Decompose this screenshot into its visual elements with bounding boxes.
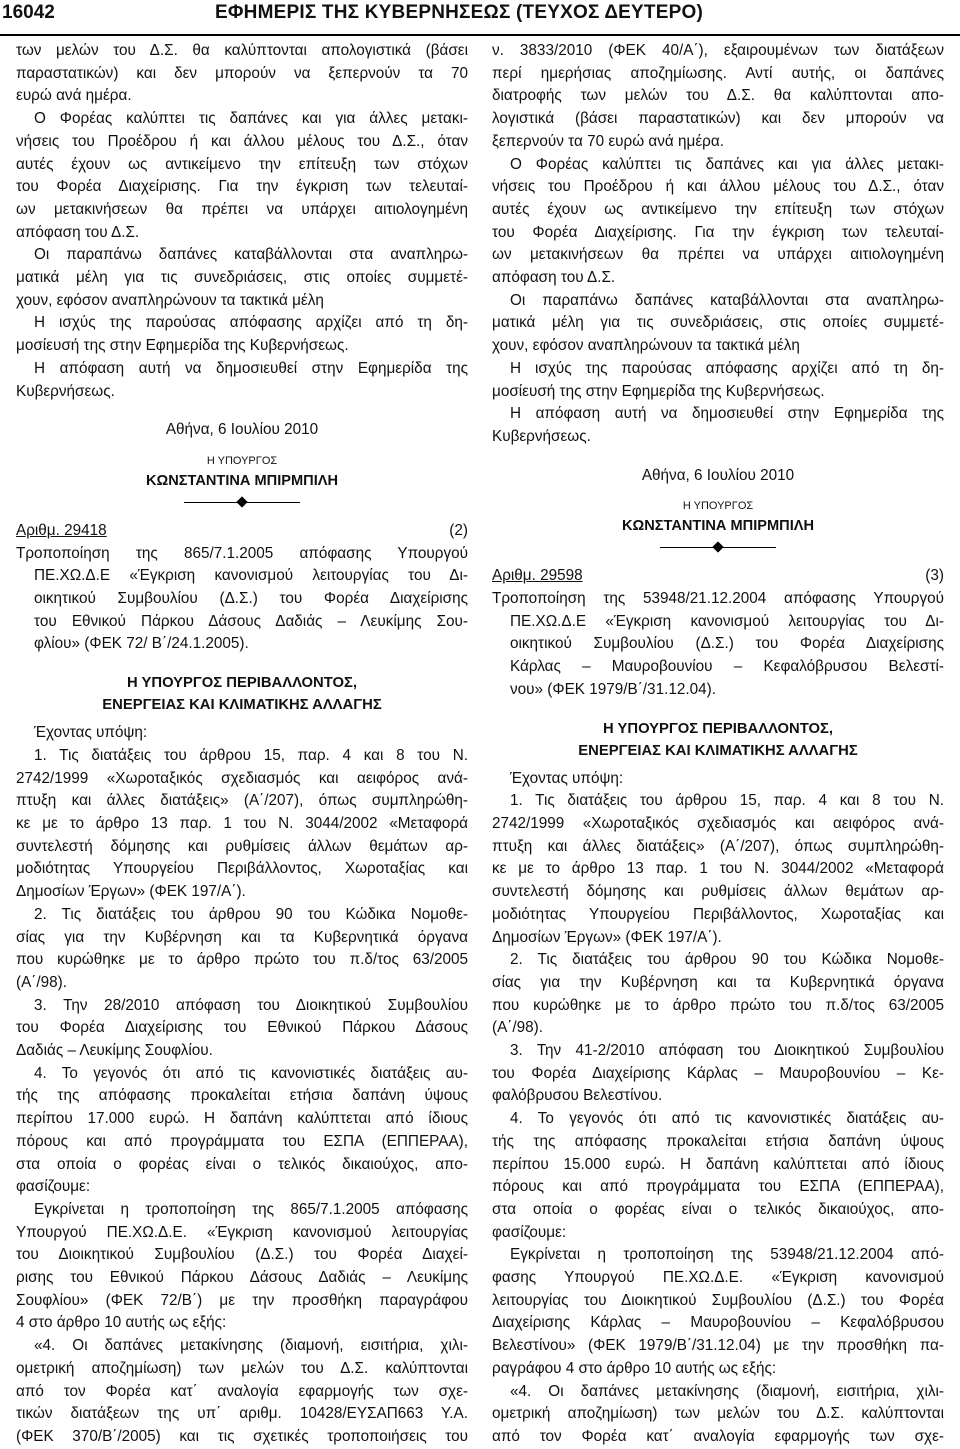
text-line: ων μετακινήσεων θα πρέπει να υπάρχει αιτιολογημένη — [492, 246, 944, 264]
decision-number: Αριθμ. 29598 — [492, 567, 583, 585]
text-line: κε με το άρθρο 13 παρ. 1 του Ν. 3044/2002 «Μεταφορά — [492, 860, 944, 878]
minister-heading — [492, 718, 944, 762]
text-line: 1. Τις διατάξεις του άρθρου 15, παρ. 4 και 8 του Ν. — [34, 746, 468, 764]
text-line: ευρώ ανά ημέρα. — [16, 87, 132, 105]
text-line: Βελεστίνου» (ΦΕΚ 1979/Β΄/31.12.04) με την προσθήκη πα- — [492, 1337, 944, 1355]
text-line: μοδιότητας Υπουργείου Περιβάλλοντος, Χωροταξίας και — [16, 860, 468, 878]
text-line: Δαδιάς – Λευκίμης Σουφλίου. — [16, 1042, 213, 1060]
paragraph — [16, 244, 468, 312]
signatory-name: ΚΩΝΣΤΑΝΤΙΝΑ ΜΠΙΡΜΠΙΛΗ — [145, 472, 339, 489]
text-line: φασίζουμε: — [16, 1178, 91, 1196]
text-line: παραστατικών) και δεν μπορούν να ξεπερνούν τα 70 — [16, 64, 468, 82]
paragraph — [492, 1381, 944, 1449]
decision-subject — [16, 543, 468, 657]
text-line: 2. Τις διατάξεις του άρθρου 90 του Κώδικα Νομοθε- — [510, 951, 944, 969]
paragraph — [492, 358, 944, 403]
text-line: των μελών του Δ.Σ. θα καλύπτονται απολογιστικά (βάσει — [16, 42, 468, 59]
text-line: ων μετακινήσεων θα πρέπει να υπάρχει αιτιολογημένη — [16, 200, 468, 218]
text-line: απόφαση του Δ.Σ. — [492, 269, 616, 287]
gazette-title: ΕΦΗΜΕΡΙΣ ΤΗΣ ΚΥΒΕΡΝΗΣΕΩΣ (ΤΕΥΧΟΣ ΔΕΥΤΕΡΟ) — [215, 2, 703, 23]
text-line: 3. Την 28/2010 απόφαση του Διοικητικού Συμβουλίου — [34, 996, 468, 1014]
decision-header — [16, 520, 468, 543]
text-line: του Εθνικού Πάρκου Δάσους Δαδιάς – Λευκίμης Σου- — [34, 612, 468, 630]
text-line: Κυβερνήσεως. — [492, 427, 591, 445]
city-date: Αθήνα, 6 Ιουλίου 2010 — [641, 466, 795, 484]
text-line: ΠΕ.ΧΩ.Δ.Ε «Έγκριση κανονισμού λειτουργίας του Δι- — [510, 612, 944, 630]
text-line: Τροποποίηση της 53948/21.12.2004 απόφασης Υπουργού — [492, 590, 944, 608]
text-line: ομετρική αποζημίωση) των μελών του Δ.Σ. καλύπτονται — [16, 1359, 468, 1377]
text-line: νήσεις του Προέδρου ή και άλλου μέλους του Δ.Σ., όταν — [492, 178, 944, 196]
paragraph — [492, 949, 944, 1040]
heading-line: Η ΥΠΟΥΡΓΟΣ ΠΕΡΙΒΑΛΛΟΝΤΟΣ, — [602, 720, 834, 737]
text-line: Οι παραπάνω δαπάνες καταβάλλονται στα αναπληρω- — [34, 246, 468, 264]
text-line: οικητικού Συμβουλίου (Δ.Σ.) του Φορέα Διαχείρισης — [34, 590, 468, 608]
page-header — [0, 0, 960, 36]
text-line: μοσίευσή της στην Εφημερίδα της Κυβερνήσεως. — [16, 337, 349, 355]
paragraph — [492, 790, 944, 949]
paragraph — [16, 1335, 468, 1449]
text-line: αυτές έχουν ως αντικείμενο την επίτευξη των στόχων — [492, 200, 944, 218]
city-date: Αθήνα, 6 Ιουλίου 2010 — [165, 421, 319, 439]
text-line: ν. 3833/2010 (ΦΕΚ 40/Α΄), εξαιρουμένων των διατάξεων — [492, 42, 944, 59]
paragraph — [492, 290, 944, 358]
text-line: που κυρώθηκε με το άρθρο πρώτο του π.δ/τος 63/2005 — [492, 996, 944, 1014]
text-line: νου» (ΦΕΚ 1979/Β΄/31.12.04). — [510, 680, 716, 698]
text-line: 4 στο άρθρο 10 αυτής ως εξής: — [16, 1314, 227, 1332]
text-line: χουν, εφόσον αναπληρώνουν τα τακτικά μέλη — [492, 337, 800, 355]
text-line: ομετρική αποζημίωση) των μελών του Δ.Σ. καλύπτονται — [492, 1405, 944, 1423]
text-line: Ο Φορέας καλύπτει τις δαπάνες και για άλλες μετακι- — [510, 155, 944, 173]
text-line: ματικά μέλη για τις συνεδριάσεις, στις οποίες συμμετέ- — [492, 314, 944, 332]
text-line: (Α΄/98). — [492, 1019, 543, 1037]
text-line: Η ισχύς της παρούσας απόφασης αρχίζει από τη δη- — [34, 314, 468, 332]
page-number: 16042 — [2, 2, 55, 23]
diamond-icon — [712, 542, 723, 553]
section-separator — [16, 492, 468, 514]
text-line: τής της απόφασης προκαλείται ετήσια δαπάνη ύψους — [16, 1087, 468, 1105]
text-line: πόρους και από προγράμματα του ΕΣΠΑ (ΕΠΠΕΡΑΑ), — [16, 1132, 468, 1150]
paragraph — [16, 312, 468, 357]
text-line: αυτές έχουν ως αντικείμενο την επίτευξη των στόχων — [16, 155, 468, 173]
text-line: Η ισχύς της παρούσας απόφασης αρχίζει από τη δη- — [510, 359, 944, 377]
text-line: οικητικού Συμβουλίου (Δ.Σ.) του Φορέα Διαχείρισης — [510, 635, 944, 653]
text-line: Η απόφαση αυτή να δημοσιευθεί στην Εφημερίδα της — [34, 359, 468, 377]
text-line: πτυξη και άλλες διατάξεις» (Α΄/207), όπως συμπληρώθη- — [16, 792, 468, 810]
text-line: μοσίευσή της στην Εφημερίδα της Κυβερνήσεως. — [492, 382, 825, 400]
paragraph — [492, 403, 944, 448]
text-line: στα οποία ο φορέας είναι ο τελικός δικαιούχος, απο- — [492, 1200, 944, 1218]
paragraph — [16, 1199, 468, 1335]
text-line: απόφαση του Δ.Σ. — [16, 223, 140, 241]
text-line: Διαχείρισης Κάρλας – Μαυροβουνίου – Κεφαλόβρυσου — [492, 1314, 944, 1332]
text-line: ΠΕ.ΧΩ.Δ.Ε «Έγκριση κανονισμού λειτουργίας του Δι- — [34, 567, 468, 585]
paragraph — [492, 1244, 944, 1380]
text-line: Υπουργού ΠΕ.ΧΩ.Δ.Ε. «Έγκριση κανονισμού λειτουργίας — [16, 1223, 468, 1241]
text-line: Η απόφαση αυτή να δημοσιευθεί στην Εφημερίδα της — [510, 405, 944, 423]
decision-number: Αριθμ. 29418 — [16, 521, 107, 539]
text-line: του Φορέα Διαχείρισης του Εθνικού Πάρκου Δάσους — [16, 1019, 468, 1037]
paragraph — [492, 154, 944, 290]
paragraph — [16, 40, 468, 108]
heading-line: Η ΥΠΟΥΡΓΟΣ ΠΕΡΙΒΑΛΛΟΝΤΟΣ, — [126, 675, 358, 692]
text-line: σίας για την Κυβέρνηση και τα Κυβερνητικά όργανα — [492, 973, 944, 991]
text-line: περί ημερήσιας αποζημίωσης. Αντί αυτής, οι δαπάνες — [492, 64, 944, 82]
text-line: Δημοσίων Έργων» (ΦΕΚ 197/Α΄). — [16, 883, 246, 901]
text-line: φασίζουμε: — [492, 1223, 567, 1241]
paragraph — [16, 358, 468, 403]
text-line: φλίου» (ΦΕΚ 72/ Β΄/24.1.2005). — [34, 635, 249, 653]
text-line: Κάρλας – Μαυροβουνίου – Κεφαλόβρυσου Βελεστί- — [510, 658, 944, 676]
text-line: Δημοσίων Έργων» (ΦΕΚ 197/Α΄). — [492, 928, 722, 946]
text-line: περίπου 17.000 ευρώ. Η δαπάνη καλύπτεται από ίδιους — [16, 1110, 468, 1128]
signatory-role: Η ΥΠΟΥΡΓΟΣ — [682, 500, 754, 513]
text-line: 4. Το γεγονός ότι από τις κανονιστικές διατάξεις αυ- — [34, 1064, 468, 1082]
text-line: πόρους και από προγράμματα του ΕΣΠΑ (ΕΠΠΕΡΑΑ), — [492, 1178, 944, 1196]
text-line: (ΦΕΚ 370/Β΄/2005) και τις σχετικές τροποποιήσεις του — [16, 1427, 468, 1445]
text-line: Σουφλίου» (ΦΕΚ 72/Β΄) με την προσθήκη παραγράφου — [16, 1291, 468, 1309]
text-line: λειτουργίας του Διοικητικού Συμβουλίου (Δ.Σ.) του Φορέα — [492, 1291, 944, 1309]
decision-subject — [492, 588, 944, 702]
paragraph — [492, 40, 944, 154]
text-line: 4. Το γεγονός ότι από τις κανονιστικές διατάξεις αυ- — [510, 1110, 944, 1128]
text-line: διατροφής των μελών του Δ.Σ. θα καλύπτονται απο- — [492, 87, 944, 105]
having-regard: Έχοντας υπόψη: — [510, 769, 624, 787]
decision-index: (3) — [925, 567, 944, 585]
text-line: χουν, εφόσον αναπληρώνουν τα τακτικά μέλη — [16, 291, 324, 309]
text-line: λογιστικά (βάσει παραστατικών) και δεν μπορούν να — [492, 110, 944, 128]
text-line: του Διοικητικού Συμβουλίου (Δ.Σ.) του Φορέα Διαχεί- — [16, 1246, 468, 1264]
text-line: του Φορέα Διαχείρισης. Για την έγκριση των τελευταί- — [492, 223, 944, 241]
text-line: ματικά μέλη για τις συνεδριάσεις, στις οποίες συμμετέ- — [16, 269, 468, 287]
paragraph — [492, 1040, 944, 1108]
signatory-name: ΚΩΝΣΤΑΝΤΙΝΑ ΜΠΙΡΜΠΙΛΗ — [621, 518, 815, 535]
paragraph — [16, 904, 468, 995]
text-line: τικών διατάξεων της υπ΄ αριθμ. 10428/ΕΥΣΑΠ663 Υ.Α. — [16, 1405, 468, 1423]
heading-line: ΕΝΕΡΓΕΙΑΣ ΚΑΙ ΚΛΙΜΑΤΙΚΗΣ ΑΛΛΑΓΗΣ — [578, 742, 858, 759]
heading-line: ΕΝΕΡΓΕΙΑΣ ΚΑΙ ΚΛΙΜΑΤΙΚΗΣ ΑΛΛΑΓΗΣ — [102, 697, 382, 714]
text-line: μοδιότητας Υπουργείου Περιβάλλοντος, Χωροταξίας και — [492, 905, 944, 923]
text-line: του Φορέα Διαχείρισης Κάρλας – Μαυροβουνίου – Κε- — [492, 1064, 944, 1082]
text-line: ραγράφου 4 στο άρθρο 10 αυτής ως εξής: — [492, 1359, 777, 1377]
text-line: συντελεστή δόμησης και ρυθμίσεις άλλων θεμάτων αρ- — [16, 837, 468, 855]
text-line: Εγκρίνεται η τροποποίηση της 865/7.1.2005 απόφασης — [34, 1200, 468, 1218]
decision-header — [492, 565, 944, 588]
text-line: φασης Υπουργού ΠΕ.ΧΩ.Δ.Ε. «Έγκριση κανονισμού — [492, 1269, 944, 1287]
section-separator — [492, 537, 944, 559]
text-line: 2742/1999 «Χωροταξικός σχεδιασμός και αειφόρος ανά- — [492, 814, 944, 832]
text-line: Ο Φορέας καλύπτει τις δαπάνες και για άλλες μετακι- — [34, 110, 468, 128]
text-line: «4. Οι δαπάνες μετακίνησης (διαμονή, εισιτήρια, χιλι- — [510, 1382, 944, 1400]
text-line: Οι παραπάνω δαπάνες καταβάλλονται στα αναπληρω- — [510, 291, 944, 309]
text-line: Τροποποίηση της 865/7.1.2005 απόφασης Υπουργού — [16, 544, 468, 562]
text-line: περίπου 15.000 ευρώ. Η δαπάνη καλύπτεται από ίδιους — [492, 1155, 944, 1173]
text-line: πτυξη και άλλες διατάξεις» (Α΄/207), όπως συμπληρώθη- — [492, 837, 944, 855]
paragraph — [16, 1063, 468, 1199]
text-line: «4. Οι δαπάνες μετακίνησης (διαμονή, εισιτήρια, χιλι- — [34, 1337, 468, 1355]
text-line: Κυβερνήσεως. — [16, 382, 115, 400]
text-line: σίας για την Κυβέρνηση και τα Κυβερνητικά όργανα — [16, 928, 468, 946]
text-line: 2742/1999 «Χωροταξικός σχεδιασμός και αειφόρος ανά- — [16, 769, 468, 787]
signatory-role: Η ΥΠΟΥΡΓΟΣ — [206, 454, 278, 467]
text-line: ρισης του Εθνικού Πάρκου Δάσους Δαδιάς – Λευκίμης — [16, 1269, 468, 1287]
text-line: (Α΄/98). — [16, 973, 67, 991]
having-regard: Έχοντας υπόψη: — [34, 724, 148, 742]
diamond-icon — [236, 496, 247, 507]
text-line: τής της απόφασης προκαλείται ετήσια δαπάνη ύψους — [492, 1132, 944, 1150]
paragraph — [492, 1108, 944, 1244]
right-column — [492, 40, 944, 1449]
decision-index: (2) — [449, 521, 468, 539]
text-line: που κυρώθηκε με το άρθρο πρώτο του π.δ/τος 63/2005 — [16, 951, 468, 969]
text-line: του Φορέα Διαχείρισης. Για την έγκριση των τελευταί- — [16, 178, 468, 196]
paragraph — [16, 745, 468, 904]
paragraph — [16, 108, 468, 244]
minister-heading — [16, 672, 468, 716]
text-line: φαλόβρυσου Βελεστίνου. — [492, 1087, 663, 1105]
text-line: Εγκρίνεται η τροποποίηση της 53948/21.12.2004 από- — [510, 1246, 944, 1264]
left-column — [16, 40, 468, 1449]
text-line: από τον Φορέα κατ΄ αναλογία εφαρμογής των σχε- — [492, 1427, 944, 1445]
text-line: 2. Τις διατάξεις του άρθρου 90 του Κώδικα Νομοθε- — [34, 905, 468, 923]
text-line: νήσεις του Προέδρου ή και άλλου μέλους του Δ.Σ., όταν — [16, 132, 468, 150]
text-line: κε με το άρθρο 13 παρ. 1 του Ν. 3044/2002 «Μεταφορά — [16, 814, 468, 832]
text-line: από τον Φορέα κατ΄ αναλογία εφαρμογής των σχε- — [16, 1382, 468, 1400]
text-line: 1. Τις διατάξεις του άρθρου 15, παρ. 4 και 8 του Ν. — [510, 792, 944, 810]
text-line: ξεπερνούν τα 70 ευρώ ανά ημέρα. — [492, 132, 724, 150]
text-line: 3. Την 41-2/2010 απόφαση του Διοικητικού Συμβουλίου — [510, 1042, 944, 1060]
text-line: συντελεστή δόμησης και ρυθμίσεις άλλων θεμάτων αρ- — [492, 883, 944, 901]
text-line: στα οποία ο φορέας είναι ο τελικός δικαιούχος, απο- — [16, 1155, 468, 1173]
paragraph — [16, 995, 468, 1063]
